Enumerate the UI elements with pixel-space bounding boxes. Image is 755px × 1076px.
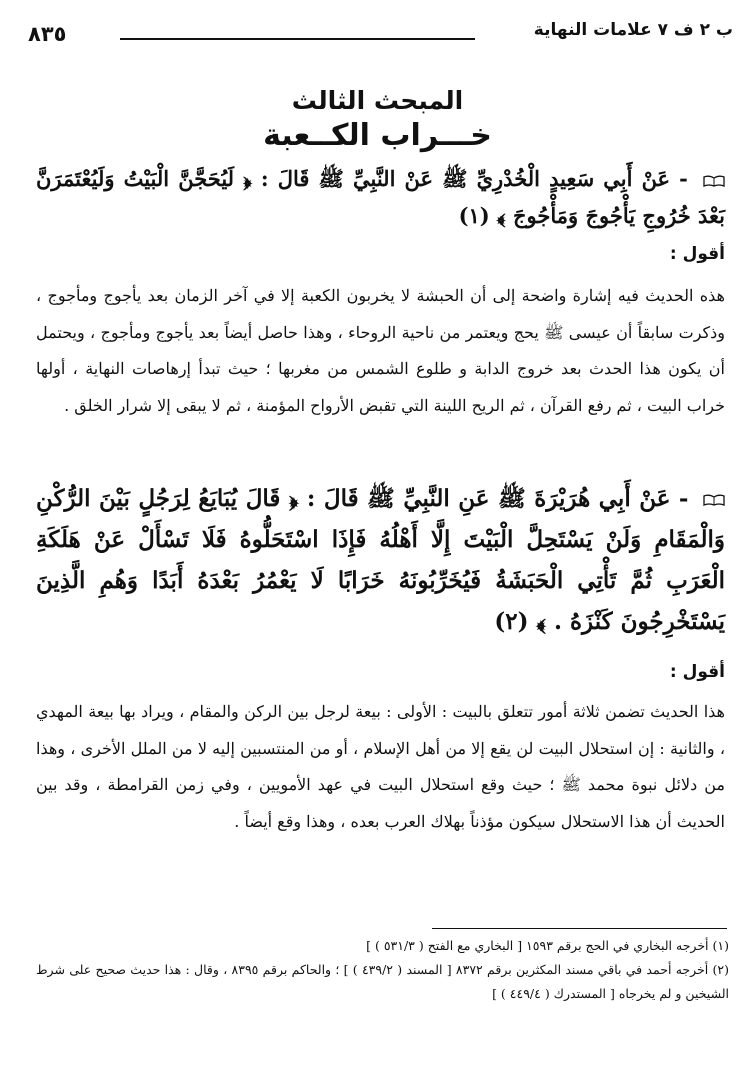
book-icon — [703, 175, 725, 187]
commentary-2: هذا الحديث تضمن ثلاثة أمور تتعلق بالبيت : الأولى : بيعة لرجل بين الركن والمقام ، ويراد بها بيعة المهدي ، والثانية : إن استحلال البيت لن يقع إلا من أهل الإسلام ، أو من المنتسبين إليه لا من الملل الأخرى ، وهذا من دلائل نبوة محمد ﷺ ؛ حيث وقع استحلال البيت في عهد الأمويين ، وفي زمن القرامطة ، وقد بين الحديث أن هذا الاستحلال سيكون مؤذناً بهلاك العرب بعده ، وهذا وقع أيضاً . — [36, 702, 725, 831]
hadith-2 — [36, 478, 725, 642]
footnote-rule — [432, 928, 727, 929]
aqul-heading-2: أقول : — [669, 662, 725, 682]
page-header — [28, 18, 733, 54]
hadith-2-text: - عَنْ أَبِي هُرَيْرَةَ ﷺ عَنِ النَّبِيِّ ﷺ قَالَ : ﴿ قَالَ يُبَايَعُ لِرَجُلٍ بَيْنَ الرُّكْنِ وَالْمَقَامِ وَلَنْ يَسْتَحِلَّ الْبَيْتَ إِلَّا أَهْلُهُ فَإِذَا اسْتَحَلُّوهُ فَلَا تَسْأَلْ عَنْ هَلَكَةِ الْعَرَبِ ثُمَّ تَأْتِي الْحَبَشَةُ فَيُخَرِّبُونَهُ خَرَابًا لَا يَعْمُرُ بَعْدَهُ أَبَدًا وَهُمِ الَّذِينَ يَسْتَخْرِجُونَ كَنْزَهُ . ﴾ (٢) — [36, 485, 725, 635]
commentary-1: هذه الحديث فيه إشارة واضحة إلى أن الحبشة لا يخربون الكعبة إلا في آخر الزمان بعد يأجوج ومأجوج ، وذكرت سابقاً أن عيسى ﷺ يحج ويعتمر من ناحية الروحاء ، وهذا حاصل أيضاً بعد يأجوج ومأجوج ، ويحتمل أن يكون هذا الحدث بعد خروج الدابة و طلوع الشمس من مغربها ؛ حيث تبدأ إرهاصات النهاية ، أولها خراب البيت ، ثم رفع القرآن ، ثم الريح اللينة التي تقبض الأرواح المؤمنة ، ثم لا يبقى إلا شرار الخلق . — [36, 286, 725, 415]
section-title: المبحث الثالث — [291, 86, 464, 115]
header-rule — [120, 38, 475, 40]
page-number: ٨٣٥ — [28, 22, 67, 46]
footnote-2: (٢) أخرجه أحمد في باقي مسند المكثرين برقم ٨٣٧٢ [ المسند ( ٤٣٩/٢ ) ] ؛ والحاكم برقم ٨٣٩٥ ، وقال : هذا حديث صحيح على شرط الشيخين و لم يخرجاه [ المستدرك ( ٤٤٩/٤ ) ] — [36, 962, 729, 1001]
footnote-1: (١) أخرجه البخاري في الحج برقم ١٥٩٣ [ البخاري مع الفتح ( ٥٣١/٣ ) ] — [366, 938, 729, 953]
book-icon — [703, 494, 725, 506]
hadith-1 — [36, 160, 725, 234]
footnotes — [36, 934, 729, 1006]
hadith-1-text: - عَنْ أَبِي سَعِيدٍ الْخُدْرِيِّ ﷺ عَنْ النَّبِيِّ ﷺ قَالَ : ﴿ لَيُحَجَّنَّ الْبَيْتُ وَلَيُعْتَمَرَنَّ بَعْدَ خُرُوجِ يَأْجُوجَ وَمَأْجُوجَ ﴾ (١) — [36, 166, 725, 228]
aqul-heading-1: أقول : — [669, 244, 725, 264]
topic-title: خـــراب الكــعبة — [263, 118, 492, 153]
running-title: ب ٢ ف ٧ علامات النهاية — [533, 20, 733, 40]
